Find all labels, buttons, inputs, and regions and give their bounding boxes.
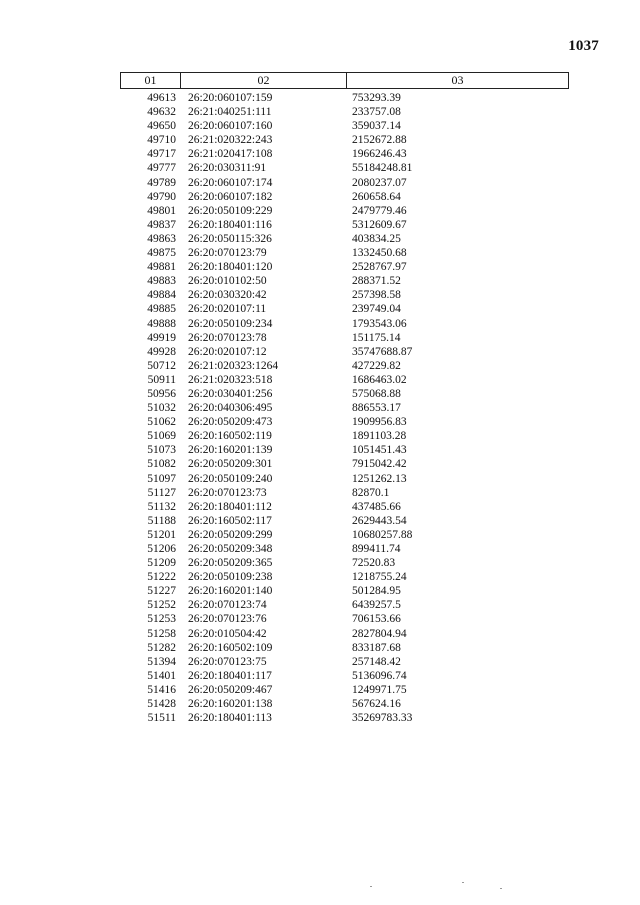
cell-03: 55184248.81 — [352, 162, 413, 175]
cell-02: 26:21:020322:243 — [188, 134, 273, 147]
table-row — [120, 612, 569, 626]
cell-03: 6439257.5 — [352, 599, 401, 612]
cell-03: 437485.66 — [352, 500, 401, 513]
cell-01: 51201 — [147, 528, 176, 541]
cell-01: 49789 — [147, 176, 176, 189]
table-row — [120, 669, 569, 683]
cell-03: 1332450.68 — [352, 247, 407, 260]
cell-03: 7915042.42 — [352, 458, 407, 471]
table-row — [120, 584, 569, 598]
cell-01: 51062 — [147, 416, 176, 429]
table-row — [120, 556, 569, 570]
cell-03: 427229.82 — [352, 359, 401, 372]
cell-01: 51253 — [147, 613, 176, 626]
cell-03: 35269783.33 — [352, 712, 413, 725]
table-row — [120, 655, 569, 669]
cell-03: 833187.68 — [352, 641, 401, 654]
cell-03: 82870.1 — [352, 486, 390, 499]
table-row — [120, 570, 569, 584]
table-body — [120, 91, 569, 725]
cell-02: 26:20:020107:11 — [188, 303, 267, 316]
cell-03: 1249971.75 — [352, 683, 407, 696]
cell-01: 49863 — [147, 232, 176, 245]
table-row — [120, 697, 569, 711]
cell-01: 50712 — [147, 359, 176, 372]
cell-02: 26:20:070123:74 — [188, 599, 267, 612]
cell-03: 753293.39 — [352, 92, 401, 104]
table-row — [120, 542, 569, 556]
table-row — [120, 345, 569, 359]
table-row — [120, 359, 569, 373]
cell-03: 1793543.06 — [352, 317, 407, 330]
cell-02: 26:20:070123:78 — [188, 331, 267, 344]
cell-02: 26:20:160201:138 — [188, 698, 273, 711]
table-row — [120, 598, 569, 612]
cell-03: 35747688.87 — [352, 345, 413, 358]
scan-speck — [462, 882, 464, 883]
cell-03: 1966246.43 — [352, 148, 407, 161]
cell-03: 575068.88 — [352, 387, 401, 400]
cell-03: 899411.74 — [352, 543, 401, 555]
cell-03: 403834.25 — [352, 232, 401, 245]
table-row — [120, 486, 569, 500]
table-row — [120, 457, 569, 471]
cell-02: 26:21:020323:1264 — [188, 359, 279, 372]
table-row — [120, 514, 569, 528]
cell-03: 2528767.97 — [352, 261, 407, 274]
table-row — [120, 331, 569, 345]
cell-03: 2629443.54 — [352, 514, 407, 527]
table-row — [120, 176, 569, 190]
cell-01: 51127 — [147, 486, 176, 499]
column-header-01: 01 — [121, 73, 181, 88]
table-row — [120, 119, 569, 133]
cell-01: 49632 — [147, 106, 176, 119]
cell-02: 26:20:060107:159 — [188, 92, 273, 104]
cell-03: 1251262.13 — [352, 472, 407, 485]
cell-03: 257148.42 — [352, 655, 401, 668]
cell-02: 26:20:050109:238 — [188, 571, 273, 584]
cell-02: 26:21:020417:108 — [188, 148, 273, 161]
cell-02: 26:20:180401:116 — [188, 218, 272, 231]
cell-02: 26:20:050109:229 — [188, 204, 273, 217]
table-row — [120, 232, 569, 246]
cell-03: 2152672.88 — [352, 134, 407, 147]
cell-03: 567624.16 — [352, 698, 401, 711]
table-row — [120, 472, 569, 486]
table-row — [120, 317, 569, 331]
table-row — [120, 373, 569, 387]
cell-01: 51032 — [147, 402, 176, 415]
cell-01: 49837 — [147, 218, 176, 231]
cell-03: 260658.64 — [352, 190, 401, 203]
cell-01: 51258 — [147, 627, 176, 640]
table-row — [120, 133, 569, 147]
cell-01: 49883 — [147, 275, 176, 288]
scan-speck — [370, 886, 372, 887]
cell-03: 257398.58 — [352, 289, 401, 302]
cell-01: 49613 — [147, 92, 176, 104]
cell-02: 26:20:050209:301 — [188, 458, 273, 471]
table-row — [120, 387, 569, 401]
cell-01: 49888 — [147, 317, 176, 330]
cell-02: 26:21:040251:111 — [188, 106, 272, 119]
column-header-03: 03 — [451, 73, 464, 87]
table-row — [120, 711, 569, 725]
cell-01: 49777 — [147, 162, 176, 175]
table-row — [120, 161, 569, 175]
cell-02: 26:20:070123:79 — [188, 247, 267, 260]
cell-02: 26:20:050209:467 — [188, 683, 273, 696]
cell-02: 26:20:040306:495 — [188, 402, 273, 415]
cell-02: 26:20:010504:42 — [188, 627, 267, 640]
cell-01: 51069 — [147, 430, 176, 443]
cell-01: 51227 — [147, 585, 176, 598]
cell-03: 288371.52 — [352, 275, 401, 288]
table-row — [120, 627, 569, 641]
cell-01: 51511 — [147, 712, 176, 725]
cell-03: 5312609.67 — [352, 218, 407, 231]
cell-01: 51428 — [147, 698, 176, 711]
cell-03: 1051451.43 — [352, 444, 407, 457]
cell-01: 51073 — [147, 444, 176, 457]
cell-02: 26:20:050209:473 — [188, 416, 273, 429]
cell-01: 51252 — [147, 599, 176, 612]
table-row — [120, 288, 569, 302]
page-number: 1037 — [568, 38, 599, 54]
table-row — [120, 401, 569, 415]
cell-02: 26:20:180401:113 — [188, 712, 272, 725]
table-row — [120, 500, 569, 514]
scan-speck — [500, 888, 502, 889]
cell-03: 2479779.46 — [352, 204, 407, 217]
cell-03: 5136096.74 — [352, 669, 407, 682]
cell-02: 26:20:050109:240 — [188, 472, 273, 485]
cell-02: 26:20:160201:140 — [188, 585, 273, 598]
cell-01: 49928 — [147, 345, 176, 358]
cell-02: 26:20:050209:299 — [188, 528, 273, 541]
cell-03: 886553.17 — [352, 402, 401, 415]
cell-01: 49881 — [147, 261, 176, 274]
column-header-02: 02 — [181, 73, 347, 88]
cell-02: 26:20:060107:174 — [188, 176, 273, 189]
cell-01: 51206 — [147, 543, 176, 555]
table-row — [120, 429, 569, 443]
cell-01: 50956 — [147, 387, 176, 400]
cell-01: 51132 — [147, 500, 176, 513]
cell-01: 49919 — [147, 331, 176, 344]
cell-02: 26:20:050115:326 — [188, 232, 272, 245]
table-row — [120, 204, 569, 218]
table-row — [120, 528, 569, 542]
cell-03: 501284.95 — [352, 585, 401, 598]
cell-03: 239749.04 — [352, 303, 401, 316]
cell-02: 26:20:070123:73 — [188, 486, 267, 499]
cell-01: 51082 — [147, 458, 176, 471]
cell-02: 26:20:030320:42 — [188, 289, 267, 302]
cell-02: 26:20:050209:365 — [188, 557, 273, 570]
table-row — [120, 190, 569, 204]
cell-02: 26:20:030401:256 — [188, 387, 273, 400]
table-row — [120, 302, 569, 316]
cell-01: 51188 — [147, 514, 176, 527]
cell-01: 51097 — [147, 472, 176, 485]
cell-02: 26:20:180401:120 — [188, 261, 273, 274]
table-row — [120, 105, 569, 119]
cell-03: 233757.08 — [352, 106, 401, 119]
cell-01: 50911 — [147, 373, 176, 386]
table-row — [120, 218, 569, 232]
cell-02: 26:20:160502:109 — [188, 641, 273, 654]
cell-01: 49875 — [147, 247, 176, 260]
cell-03: 2827804.94 — [352, 627, 407, 640]
data-table — [120, 72, 569, 725]
cell-02: 26:21:020323:518 — [188, 373, 273, 386]
cell-02: 26:20:050209:348 — [188, 543, 273, 555]
cell-02: 26:20:060107:160 — [188, 120, 273, 133]
cell-02: 26:20:180401:117 — [188, 669, 272, 682]
cell-01: 49801 — [147, 204, 176, 217]
cell-03: 1909956.83 — [352, 416, 407, 429]
cell-02: 26:20:070123:76 — [188, 613, 267, 626]
table-row — [120, 415, 569, 429]
table-row — [120, 246, 569, 260]
cell-03: 72520.83 — [352, 557, 396, 570]
cell-01: 51282 — [147, 641, 176, 654]
table-row — [120, 91, 569, 105]
cell-03: 1218755.24 — [352, 571, 407, 584]
cell-03: 1686463.02 — [352, 373, 407, 386]
table-row — [120, 443, 569, 457]
cell-02: 26:20:020107:12 — [188, 345, 267, 358]
cell-02: 26:20:010102:50 — [188, 275, 267, 288]
cell-01: 51394 — [147, 655, 176, 668]
table-row — [120, 683, 569, 697]
cell-02: 26:20:050109:234 — [188, 317, 273, 330]
table-header — [120, 72, 569, 89]
cell-03: 1891103.28 — [352, 430, 407, 443]
cell-01: 51209 — [147, 557, 176, 570]
table-row — [120, 147, 569, 161]
cell-01: 49884 — [147, 289, 176, 302]
cell-02: 26:20:070123:75 — [188, 655, 267, 668]
cell-03: 359037.14 — [352, 120, 401, 133]
cell-03: 706153.66 — [352, 613, 401, 626]
cell-02: 26:20:180401:112 — [188, 500, 272, 513]
cell-01: 49710 — [147, 134, 176, 147]
cell-02: 26:20:160201:139 — [188, 444, 273, 457]
table-row — [120, 260, 569, 274]
cell-01: 49885 — [147, 303, 176, 316]
table-row — [120, 641, 569, 655]
cell-01: 51222 — [147, 571, 176, 584]
cell-01: 51401 — [147, 669, 176, 682]
cell-01: 49717 — [147, 148, 176, 161]
table-row — [120, 274, 569, 288]
cell-02: 26:20:160502:117 — [188, 514, 272, 527]
cell-02: 26:20:030311:91 — [188, 162, 267, 175]
cell-01: 51416 — [147, 683, 176, 696]
cell-03: 10680257.88 — [352, 528, 413, 541]
cell-02: 26:20:160502:119 — [188, 430, 272, 443]
cell-01: 49790 — [147, 190, 176, 203]
cell-02: 26:20:060107:182 — [188, 190, 273, 203]
cell-03: 2080237.07 — [352, 176, 407, 189]
cell-01: 49650 — [147, 120, 176, 133]
cell-03: 151175.14 — [352, 331, 401, 344]
